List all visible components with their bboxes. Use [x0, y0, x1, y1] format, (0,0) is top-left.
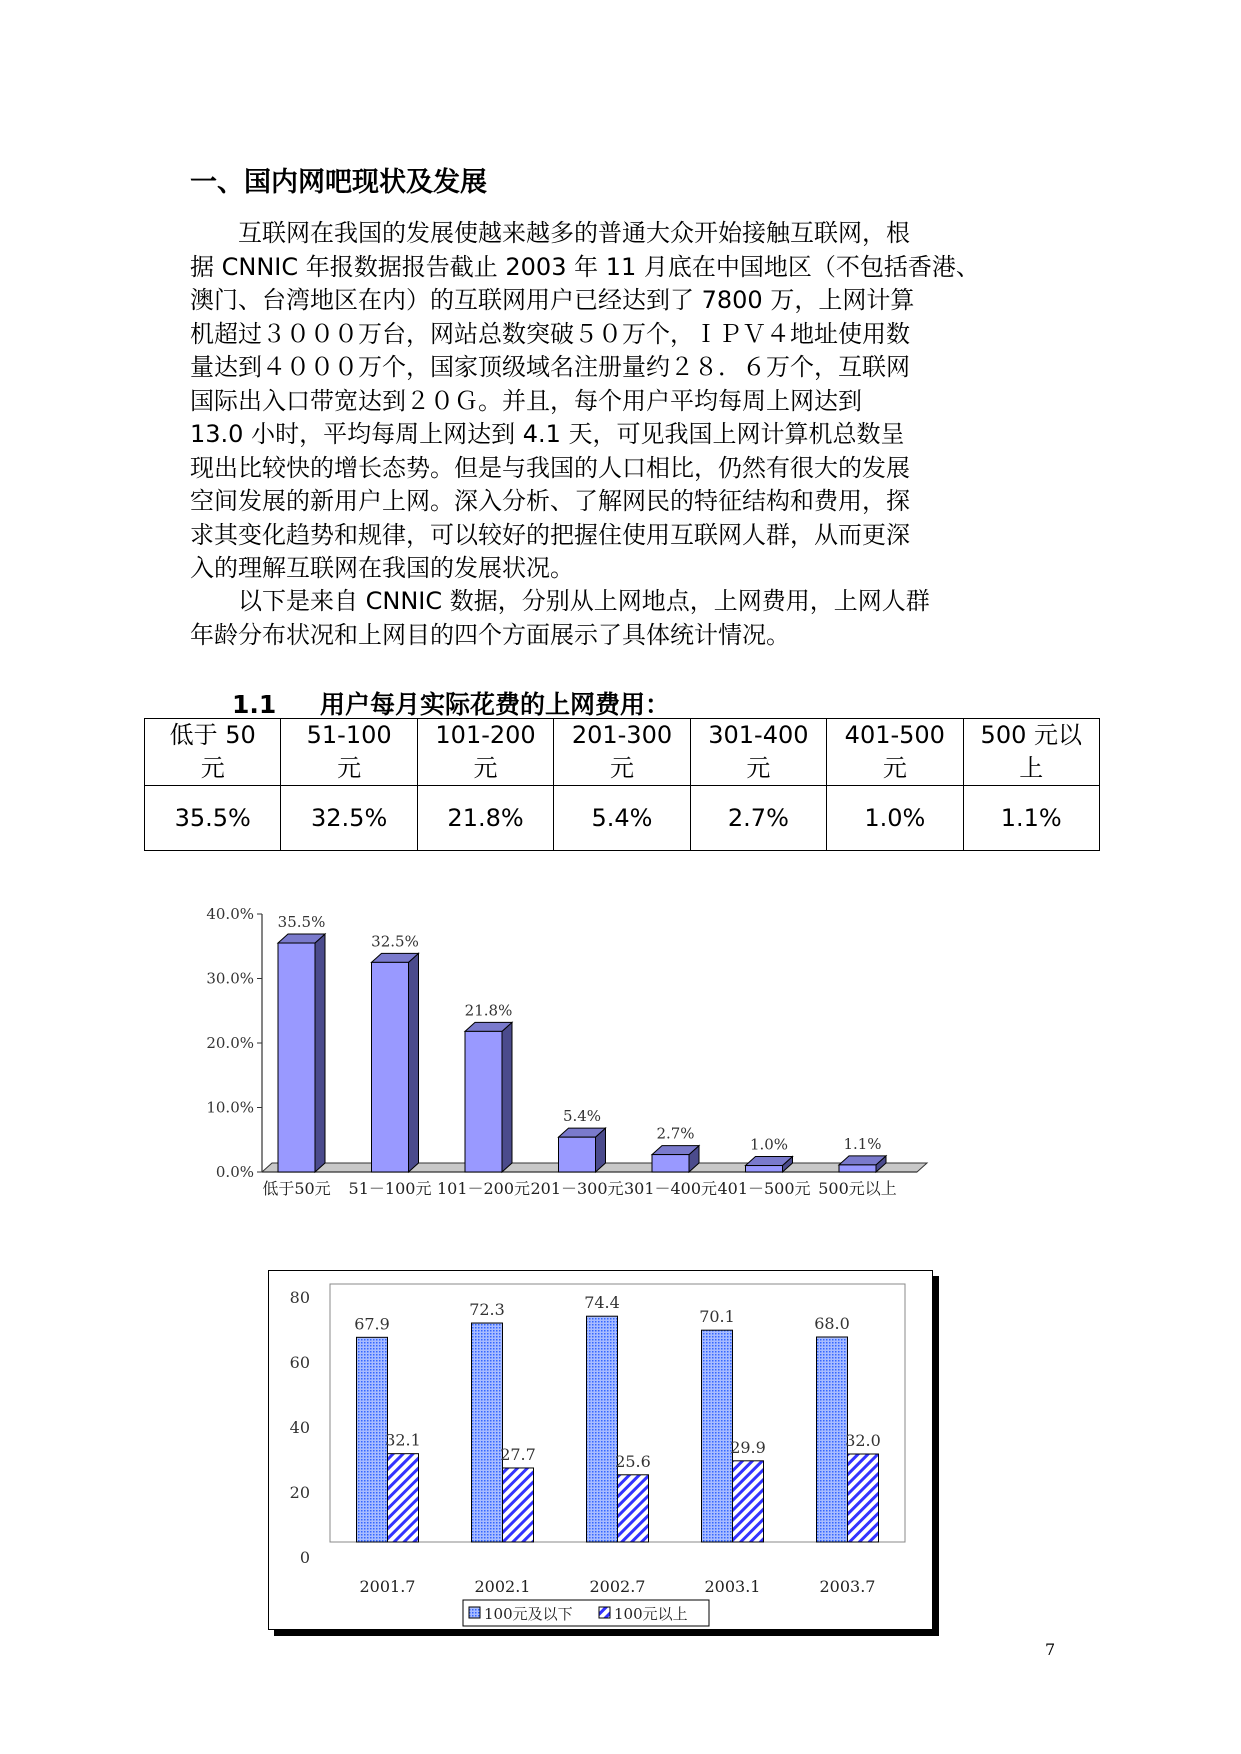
data-label: 74.4 [584, 1293, 620, 1313]
table-value-cell: 32.5% [281, 786, 417, 851]
bar [559, 1128, 606, 1172]
data-label: 1.0% [749, 1135, 789, 1154]
paragraph-line: 入的理解互联网在我国的发展状况。 [190, 554, 574, 582]
table-value-row [145, 786, 1100, 851]
bar [618, 1475, 649, 1542]
bar [503, 1468, 534, 1542]
bar [702, 1330, 733, 1542]
data-label: 67.9 [354, 1314, 390, 1334]
y-tick-label: 30.0% [206, 969, 254, 988]
subsection-text: 用户每月实际花费的上网费用： [320, 690, 671, 719]
bar [652, 1146, 699, 1172]
table-value-cell: 2.7% [690, 786, 826, 851]
legend-label: 100元及以下 [484, 1605, 573, 1623]
paragraph-line: 国际出入口带宽达到２０Ｇ。并且，每个用户平均每周上网达到 [190, 386, 862, 415]
x-tick-label: 2002.7 [589, 1577, 646, 1596]
data-label: 72.3 [469, 1300, 505, 1320]
x-tick-label: 101－200元 [436, 1179, 531, 1198]
data-label: 29.9 [730, 1437, 766, 1457]
paragraph-line: 据 CNNIC 年报数据报告截止 2003 年 11 月底在中国地区（不包括香港、 [190, 252, 980, 281]
y-tick-label: 10.0% [206, 1098, 254, 1117]
paragraph-line: 互联网在我国的发展使越来越多的普通大众开始接触互联网，根 [238, 219, 910, 247]
y-tick-label: 0.0% [215, 1163, 254, 1181]
data-label: 35.5% [277, 913, 326, 932]
table-header-cell: 301-400 元 [690, 719, 826, 786]
y-tick-label: 20 [289, 1483, 310, 1502]
x-tick-label: 51－100元 [348, 1179, 432, 1198]
table-value-cell: 35.5% [145, 786, 281, 851]
bar [587, 1316, 618, 1542]
x-tick-label: 2003.1 [704, 1577, 761, 1596]
paragraph-line: 13.0 小时，平均每周上网达到 4.1 天，可见我国上网计算机总数呈 [190, 420, 905, 448]
subsection-number: 1.1 [232, 690, 277, 719]
x-tick-label: 2003.7 [819, 1577, 876, 1596]
fee-trend-bar-chart [268, 1270, 943, 1640]
bar [839, 1156, 886, 1172]
paragraph-line: 以下是来自 CNNIC 数据，分别从上网地点，上网费用，上网人群 [238, 587, 930, 615]
table-value-cell: 1.0% [827, 786, 963, 851]
bar [848, 1454, 879, 1542]
table-value-cell: 21.8% [417, 786, 553, 851]
paragraph-line: 年龄分布状况和上网目的四个方面展示了具体统计情况。 [190, 620, 790, 649]
y-tick-label: 80 [289, 1288, 310, 1307]
data-label: 2.7% [656, 1124, 695, 1143]
bar [372, 953, 419, 1172]
bar [817, 1337, 848, 1542]
table-header-cell: 低于 50 元 [145, 719, 281, 786]
x-tick-label: 301－400元 [623, 1179, 718, 1198]
paragraph-line: 澳门、台湾地区在内）的互联网用户已经达到了 7800 万，上网计算 [190, 286, 915, 314]
data-label: 21.8% [464, 1001, 513, 1020]
data-label: 32.5% [371, 932, 419, 951]
x-tick-label: 低于50元 [262, 1179, 331, 1198]
table-header-cell: 201-300 元 [554, 719, 690, 786]
bar [746, 1157, 793, 1172]
table-header-cell: 51-100 元 [281, 719, 417, 786]
y-tick-label: 40.0% [206, 905, 254, 923]
legend [463, 1600, 709, 1626]
bar [472, 1323, 503, 1542]
bar [278, 934, 325, 1172]
table-header-row [145, 719, 1100, 786]
subsection-title [232, 685, 670, 721]
legend-label: 100元以上 [614, 1605, 688, 1623]
legend-swatch [599, 1607, 610, 1618]
data-label: 32.1 [385, 1430, 421, 1450]
data-label: 27.7 [500, 1444, 536, 1464]
paragraph-line: 现出比较快的增长态势。但是与我国的人口相比，仍然有很大的发展 [190, 453, 910, 482]
fee-table [144, 718, 1100, 851]
paragraph-line: 机超过３０００万台，网站总数突破５０万个，ＩＰＶ４地址使用数 [190, 319, 910, 348]
bar [465, 1022, 512, 1172]
section-heading: 一、国内网吧现状及发展 [190, 167, 487, 198]
table-header-cell: 500 元以 上 [963, 719, 1099, 786]
legend-swatch [469, 1607, 480, 1618]
paragraph-line: 求其变化趋势和规律，可以较好的把握住使用互联网人群，从而更深 [190, 520, 910, 549]
data-label: 32.0 [845, 1431, 881, 1450]
intro-paragraph [190, 217, 1070, 586]
data-label: 25.6 [615, 1451, 651, 1471]
table-header-cell: 101-200 元 [417, 719, 553, 786]
data-label: 5.4% [562, 1107, 602, 1126]
bar [357, 1337, 388, 1542]
paragraph-line: 量达到４０００万个，国家顶级域名注册量约２８．６万个，互联网 [190, 353, 910, 381]
y-tick-label: 40 [289, 1418, 310, 1437]
y-tick-label: 60 [289, 1353, 310, 1372]
x-tick-label: 500元以上 [818, 1179, 897, 1198]
data-label: 68.0 [814, 1314, 850, 1333]
table-value-cell: 1.1% [963, 786, 1099, 851]
x-tick-label: 2002.1 [474, 1577, 531, 1596]
y-tick-label: 0 [299, 1548, 310, 1567]
x-tick-label: 2001.7 [359, 1577, 416, 1596]
table-value-cell: 5.4% [554, 786, 690, 851]
table-header-cell: 401-500 元 [827, 719, 963, 786]
data-label: 1.1% [843, 1134, 882, 1153]
bar [733, 1461, 764, 1542]
x-tick-label: 401－500元 [717, 1179, 811, 1198]
paragraph-line: 空间发展的新用户上网。深入分析、了解网民的特征结构和费用，探 [190, 487, 910, 515]
source-paragraph [190, 585, 1070, 652]
page-number: 7 [1045, 1640, 1056, 1659]
x-tick-label: 201－300元 [530, 1179, 624, 1198]
data-label: 70.1 [699, 1307, 735, 1327]
bar [388, 1454, 419, 1542]
y-tick-label: 20.0% [206, 1034, 254, 1052]
fee-distribution-bar-chart [206, 890, 1030, 1230]
